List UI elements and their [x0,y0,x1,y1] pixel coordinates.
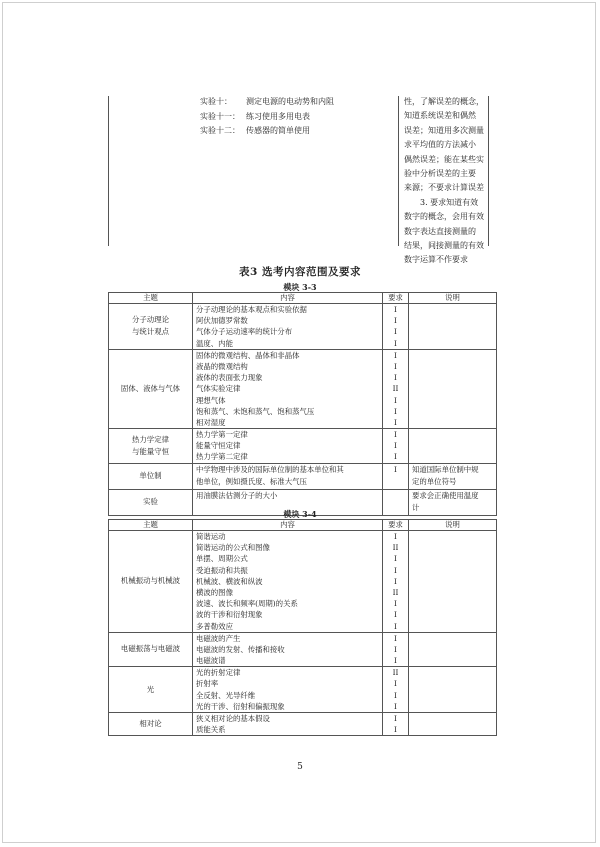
requirement-level: I [394,690,397,700]
requirement-level: I [394,701,397,711]
requirement-cell [383,632,409,667]
requirement-level: I [394,430,397,440]
header-note: 说明 [409,293,497,304]
requirement-cell [383,713,409,736]
table-row [109,304,497,350]
experiment-label: 实验十二： [200,126,240,135]
content-cell [193,463,383,489]
experiment-text: 测定电源的电动势和内阻 [246,97,334,106]
requirement-level: I [394,441,397,451]
requirement-notes [404,95,484,268]
content-item: 温度、内能 [196,338,233,348]
experiment-item [200,110,334,125]
requirement-level: I [394,395,397,405]
requirement-level: I [394,350,397,360]
content-cell [193,713,383,736]
theme-cell: 电磁振荡与电磁波 [109,632,193,667]
requirement-level: II [392,668,399,678]
content-cell [193,304,383,350]
note-line: 偶然误差；能在某些实 [404,154,484,164]
experiment-text: 练习使用多用电表 [246,111,310,121]
note-cell: 知道国际单位制中规 定的单位符号 [409,463,497,489]
content-item: 电磁波谱 [196,656,226,666]
content-item: 折射率 [196,679,219,689]
note-line: 知道系统误差和偶然 [404,111,476,121]
table-header-row [109,520,497,531]
experiment-label: 实验十一： [200,111,240,121]
content-cell [193,429,383,464]
requirement-level: I [394,464,397,474]
content-item: 电磁波的发射、传播和接收 [196,644,285,654]
theme-cell: 固体、液体与气体 [109,349,193,428]
content-item: 能量守恒定律 [196,441,241,451]
header-theme: 主题 [109,293,193,304]
content-item: 中学物理中涉及的国际单位制的基本单位和其 [196,464,344,474]
requirement-level: II [392,384,399,394]
note-line: 验中分析误差的主要 [404,169,476,179]
content-item: 全反射、光导纤维 [196,690,256,700]
requirement-level: I [394,554,397,564]
requirement-level: I [394,621,397,631]
table-header-row [109,293,497,304]
requirement-level: I [394,576,397,586]
header-theme: 主题 [109,520,193,531]
note-line: 求平均值的方法减小 [404,140,476,150]
module-3-4-table [108,519,497,736]
requirement-level: I [394,644,397,654]
content-item: 简谐运动 [196,532,226,541]
table-right-border [488,96,489,246]
header-req: 要求 [383,293,409,304]
note-cell [409,632,497,667]
content-item: 横波的图像 [196,587,233,597]
table-row [109,349,497,428]
header-note: 说明 [409,520,497,531]
requirement-cell [383,429,409,464]
module-3-3-table [108,292,497,516]
note-line: 数字的概念，会用有效 [404,212,484,222]
requirement-level: I [394,714,397,723]
content-item: 机械波、横波和纵波 [196,576,263,586]
content-item: 相对湿度 [196,417,226,427]
requirement-level: I [394,610,397,620]
content-item: 理想气体 [196,395,226,405]
note-line: 数字运算不作要求 [404,255,468,265]
theme-cell: 机械振动与机械波 [109,531,193,633]
note-line: 来源；不要求计算误差 [404,183,484,193]
page-number: 5 [297,762,303,772]
requirement-cell [383,304,409,350]
requirement-level: I [394,452,397,462]
content-item: 饱和蒸气、未饱和蒸气、饱和蒸气压 [196,406,315,416]
theme-cell: 实验 [109,489,193,515]
content-item: 气体实验定律 [196,384,241,394]
requirement-level: I [394,338,397,348]
content-item: 质能关系 [196,725,226,735]
content-item: 波速、波长和频率(周期)的关系 [196,599,298,609]
note-line: 3. 要求知道有效 [420,197,479,207]
note-cell [409,713,497,736]
content-item: 用油膜法估测分子的大小 [196,490,278,500]
content-item: 热力学第二定律 [196,452,248,462]
note-line: 误差；知道用多次测量 [404,125,484,135]
theme-cell: 单位制 [109,463,193,489]
content-cell [193,531,383,633]
note-cell [409,304,497,350]
content-item: 光的干涉、衍射和偏振现象 [196,701,285,711]
note-line: 结果，间接测量的有效 [404,241,484,251]
requirement-level: I [394,361,397,371]
requirement-cell [383,667,409,713]
header-content: 内容 [193,520,383,531]
content-cell [193,667,383,713]
table-row [109,632,497,667]
experiment-list [200,95,334,139]
requirement-level: I [394,327,397,337]
note-line: 数字表达直接测量的 [404,226,476,236]
note-cell [409,429,497,464]
table-left-border [108,96,109,246]
requirement-level: I [394,599,397,609]
note-cell: 要求会正确使用温度 计 [409,489,497,515]
content-item: 固体的微观结构、晶体和非晶体 [196,350,300,360]
requirement-level: II [392,543,399,553]
requirement-cell [383,463,409,489]
content-item: 阿伏加德罗常数 [196,316,248,326]
content-item: 电磁波的产生 [196,633,241,643]
requirement-level: I [394,532,397,541]
note-cell [409,667,497,713]
requirement-level: I [394,406,397,416]
experiment-item [200,95,334,110]
requirement-level: I [394,316,397,326]
content-item: 波的干涉和衍射现象 [196,610,263,620]
header-req: 要求 [383,520,409,531]
content-item: 热力学第一定律 [196,430,248,440]
requirement-level [383,490,408,503]
requirement-level: I [394,565,397,575]
experiment-item [200,124,334,139]
table-row [109,667,497,713]
experiment-text: 传感器的简单使用 [246,126,310,135]
module-3-3-title: 模块 3-3 [283,282,317,292]
theme-cell: 光 [109,667,193,713]
table-row [109,531,497,633]
content-item: 分子动理论的基本观点和实验依据 [196,305,307,314]
content-cell [193,349,383,428]
module-3-4-title: 模块 3-4 [283,509,317,519]
requirement-level: I [394,633,397,643]
requirement-level: I [394,417,397,427]
content-cell [193,632,383,667]
note-line: 性，了解误差的概念， [404,97,484,106]
theme-cell: 相对论 [109,713,193,736]
content-item: 气体分子运动速率的统计分布 [196,327,293,337]
requirement-cell [383,531,409,633]
requirement-level: II [392,587,399,597]
table-row [109,463,497,489]
note-cell [409,531,497,633]
content-item: 液晶的微观结构 [196,361,248,371]
requirement-level: I [394,373,397,383]
requirement-level: I [394,305,397,314]
table-title: 表3 选考内容范围及要求 [239,266,361,278]
content-item: 多普勒效应 [196,621,233,631]
content-item: 狭义相对论的基本假设 [196,714,270,723]
requirement-cell [383,349,409,428]
theme-cell: 热力学定律 与能量守恒 [109,429,193,464]
requirement-level: I [394,679,397,689]
content-item: 单摆、周期公式 [196,554,248,564]
content-item: 简谐运动的公式和图像 [196,543,270,553]
content-item: 受迫振动和共振 [196,565,248,575]
header-content: 内容 [193,293,383,304]
requirement-level: I [394,656,397,666]
content-item: 液体的表面张力现象 [196,373,263,383]
theme-cell: 分子动理论 与统计观点 [109,304,193,350]
requirement-level: I [394,725,397,735]
content-item: 他单位，例如摄氏度、标准大气压 [196,477,307,487]
table-row [109,429,497,464]
content-item: 光的折射定律 [196,668,241,678]
requirement-level [383,476,408,489]
table-row [109,713,497,736]
experiment-label: 实验十： [200,97,232,106]
note-cell [409,349,497,428]
table-column-divider [398,96,399,246]
